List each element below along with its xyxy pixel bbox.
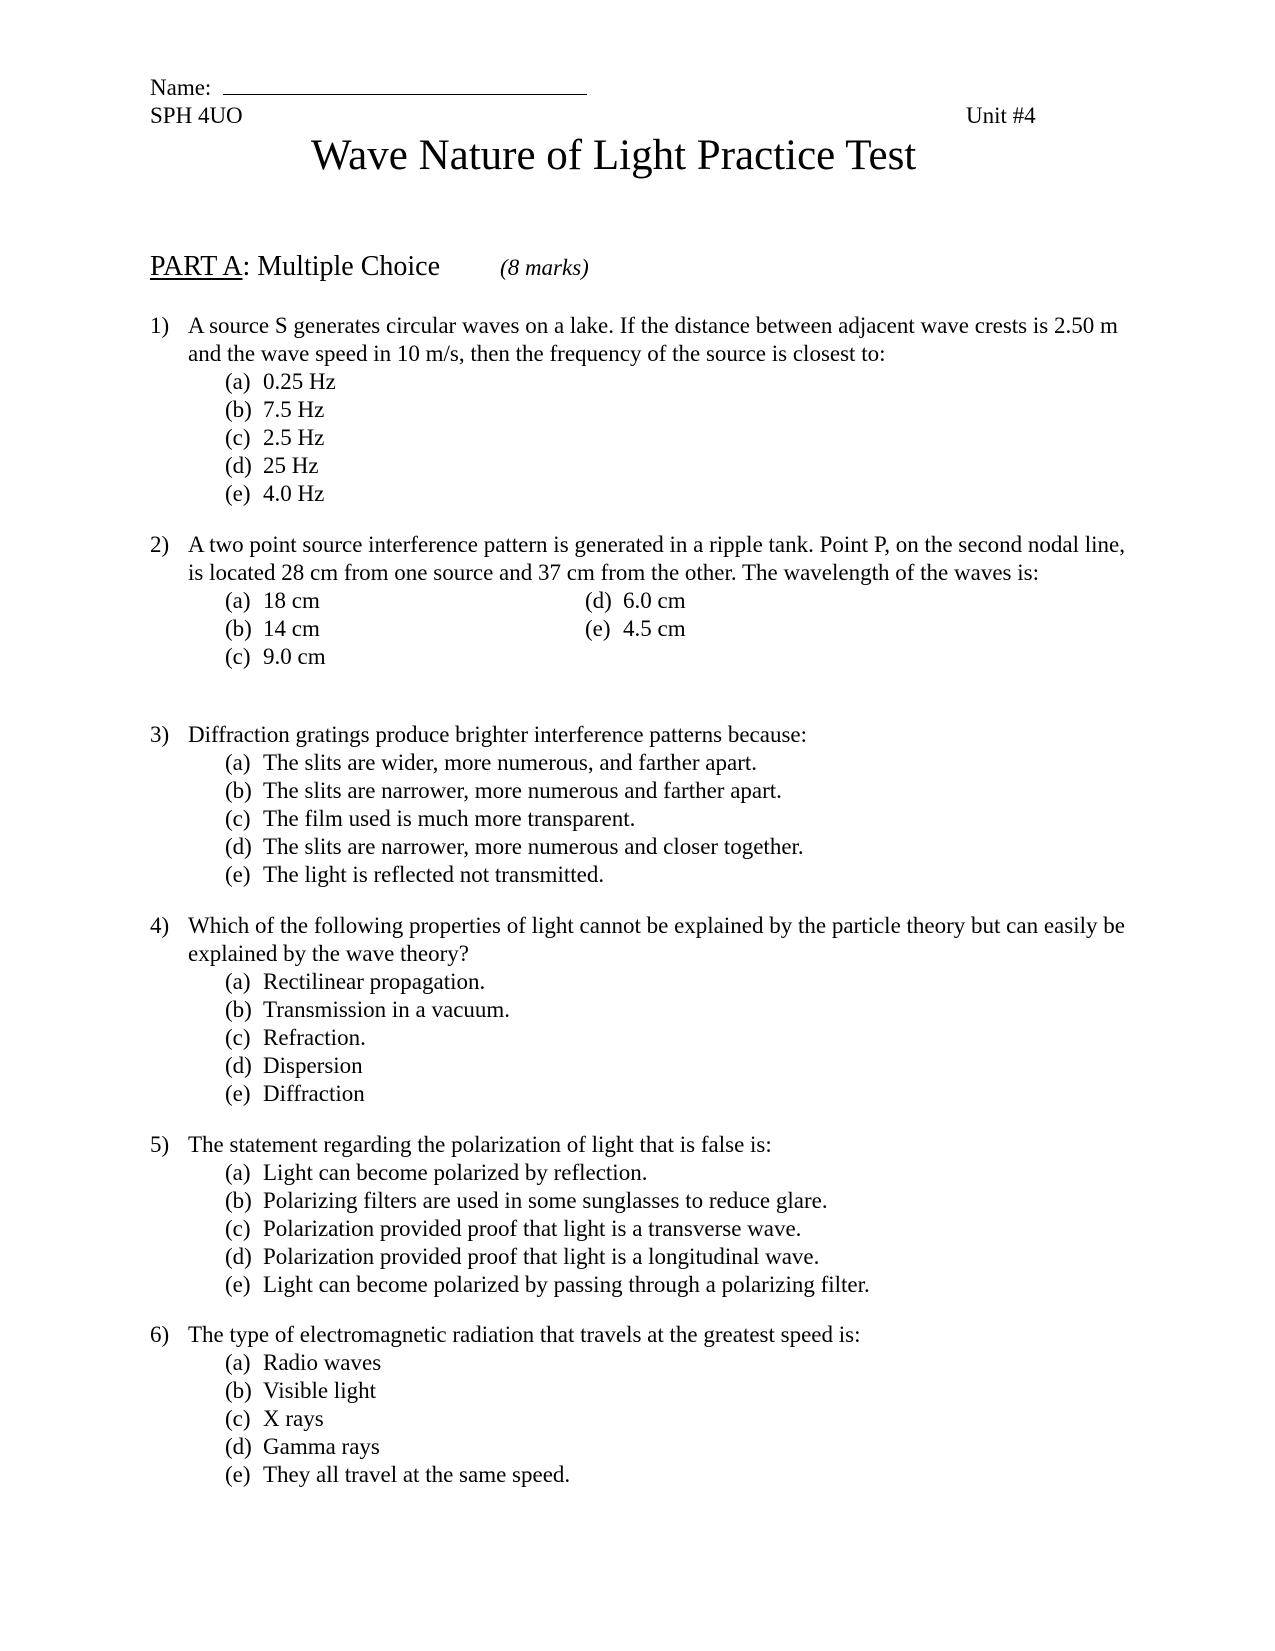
part-a-heading	[150, 251, 589, 284]
option-a[interactable]: (a) 0.25 Hz	[225, 369, 336, 394]
question-5	[150, 1131, 1130, 1299]
question-number: 3)	[150, 722, 170, 747]
option-c[interactable]: (c) Polarization provided proof that light is a transverse wave.	[225, 1216, 802, 1241]
option-list	[225, 1349, 1130, 1489]
option-b[interactable]: (b) 14 cm	[225, 616, 320, 641]
question-number: 2)	[150, 532, 170, 557]
page-title: Wave Nature of Light Practice Test	[311, 132, 917, 179]
option-d[interactable]: (d) Polarization provided proof that light is a longitudinal wave.	[225, 1244, 820, 1269]
option-a[interactable]: (a) Radio waves	[225, 1350, 382, 1375]
option-d[interactable]: (d) Gamma rays	[225, 1434, 380, 1459]
question-4	[150, 912, 1130, 1108]
option-list	[225, 968, 1130, 1108]
option-a[interactable]: (a) Light can become polarized by reflection.	[225, 1160, 648, 1185]
question-number: 4)	[150, 913, 170, 938]
question-stem: Which of the following properties of light cannot be explained by the particle theory but can easily be explained by the wave theory?	[188, 913, 1125, 966]
question-number: 6)	[150, 1322, 170, 1347]
option-e[interactable]: (e) They all travel at the same speed.	[225, 1462, 571, 1487]
unit-number: Unit #4	[966, 103, 1036, 128]
option-d[interactable]: (d) Dispersion	[225, 1053, 363, 1078]
option-a[interactable]: (a) Rectilinear propagation.	[225, 969, 486, 994]
question-number: 1)	[150, 313, 170, 338]
option-e[interactable]: (e) Light can become polarized by passing through a polarizing filter.	[225, 1272, 870, 1297]
question-1	[150, 312, 1130, 508]
question-number: 5)	[150, 1132, 170, 1157]
part-a-title: : Multiple Choice	[242, 251, 441, 282]
option-list	[225, 368, 1130, 508]
name-field	[150, 72, 587, 101]
option-list	[225, 1159, 1130, 1299]
option-e[interactable]: (e) 4.0 Hz	[225, 481, 325, 506]
option-b[interactable]: (b) 7.5 Hz	[225, 397, 325, 422]
option-e[interactable]: (e) The light is reflected not transmitted.	[225, 862, 605, 887]
name-blank-line[interactable]	[223, 72, 587, 95]
option-c[interactable]: (c) X rays	[225, 1406, 324, 1431]
option-d[interactable]: (d) 6.0 cm	[585, 588, 686, 613]
option-e[interactable]: (e) 4.5 cm	[585, 616, 686, 641]
option-c[interactable]: (c) 2.5 Hz	[225, 425, 325, 450]
option-b[interactable]: (b) Visible light	[225, 1378, 376, 1403]
option-list	[225, 749, 1130, 889]
question-3	[150, 721, 1130, 889]
part-a-marks: (8 marks)	[500, 255, 589, 280]
option-d[interactable]: (d) 25 Hz	[225, 453, 319, 478]
option-c[interactable]: (c) Refraction.	[225, 1025, 366, 1050]
option-b[interactable]: (b) The slits are narrower, more numerous and farther apart.	[225, 778, 782, 803]
question-6	[150, 1321, 1130, 1489]
option-list	[225, 587, 1130, 671]
option-d[interactable]: (d) The slits are narrower, more numerous and closer together.	[225, 834, 804, 859]
question-stem: Diffraction gratings produce brighter interference patterns because:	[188, 722, 808, 747]
option-c[interactable]: (c) The film used is much more transparent.	[225, 806, 636, 831]
question-stem: A two point source interference pattern is generated in a ripple tank. Point P, on the second nodal line, is located 28 cm from one source and 37 cm from the other. The wavelength of the waves is:	[188, 532, 1125, 585]
question-2	[150, 531, 1130, 671]
question-stem: The type of electromagnetic radiation that travels at the greatest speed is:	[188, 1322, 861, 1347]
question-stem: The statement regarding the polarization of light that is false is:	[188, 1132, 772, 1157]
option-b[interactable]: (b) Polarizing filters are used in some sunglasses to reduce glare.	[225, 1188, 828, 1213]
question-stem: A source S generates circular waves on a lake. If the distance between adjacent wave crests is 2.50 m and the wave speed in 10 m/s, then the frequency of the source is closest to:	[188, 313, 1118, 366]
option-c[interactable]: (c) 9.0 cm	[225, 644, 326, 669]
option-a[interactable]: (a) 18 cm	[225, 588, 320, 613]
option-b[interactable]: (b) Transmission in a vacuum.	[225, 997, 511, 1022]
part-a-label: PART A	[150, 251, 243, 282]
option-e[interactable]: (e) Diffraction	[225, 1081, 365, 1106]
name-label: Name:	[150, 75, 212, 100]
course-code: SPH 4UO	[150, 103, 243, 128]
option-a[interactable]: (a) The slits are wider, more numerous, and farther apart.	[225, 750, 758, 775]
